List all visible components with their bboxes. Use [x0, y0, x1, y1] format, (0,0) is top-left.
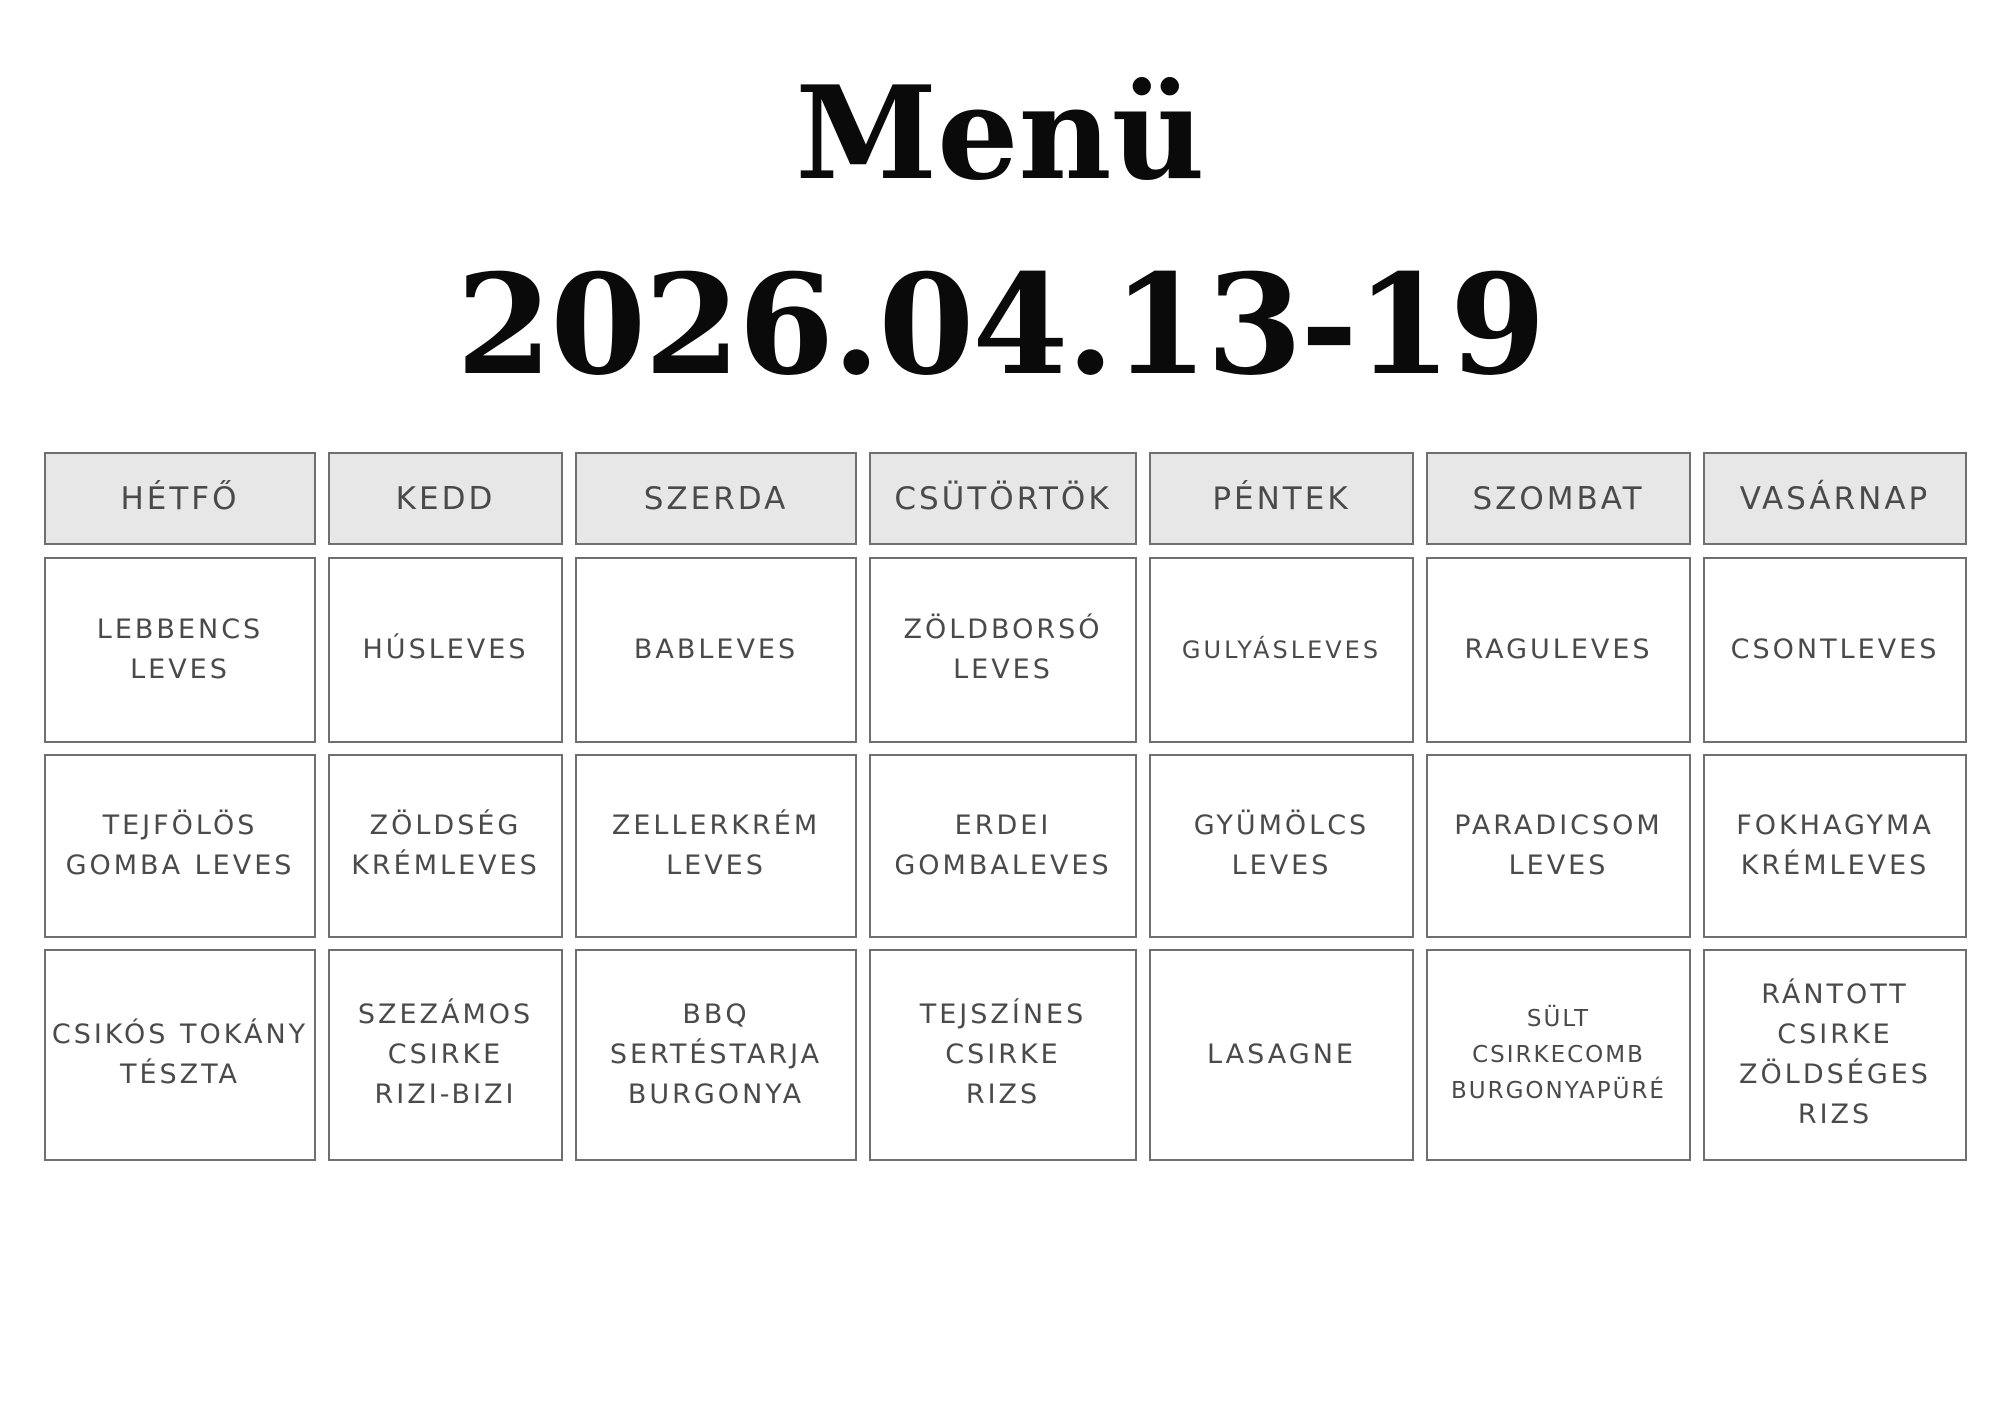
menu-cell: TEJSZÍNES CSIRKE RIZS [869, 949, 1137, 1161]
date-range: 2026.04.13-19 [456, 243, 1544, 406]
menu-cell: LASAGNE [1149, 949, 1414, 1161]
menu-cell: PARADICSOM LEVES [1426, 754, 1691, 938]
menu-cell: GYÜMÖLCS LEVES [1149, 754, 1414, 938]
menu-cell: HÚSLEVES [328, 557, 563, 743]
menu-cell: TEJFÖLÖS GOMBA LEVES [44, 754, 316, 938]
menu-cell: SZEZÁMOS CSIRKE RIZI-BIZI [328, 949, 563, 1161]
menu-cell: ZÖLDSÉG KRÉMLEVES [328, 754, 563, 938]
menu-cell: ERDEI GOMBALEVES [869, 754, 1137, 938]
menu-cell: ZÖLDBORSÓ LEVES [869, 557, 1137, 743]
day-header-hetfo: HÉTFŐ [44, 452, 316, 545]
menu-cell: RÁNTOTT CSIRKE ZÖLDSÉGES RIZS [1703, 949, 1967, 1161]
menu-cell: GULYÁSLEVES [1149, 557, 1414, 743]
day-header-csutortok: CSÜTÖRTÖK [869, 452, 1137, 545]
day-header-pentek: PÉNTEK [1149, 452, 1414, 545]
day-header-vasarnap: VASÁRNAP [1703, 452, 1967, 545]
menu-cell: SÜLT CSIRKECOMB BURGONYAPÜRÉ [1426, 949, 1691, 1161]
day-header-szombat: SZOMBAT [1426, 452, 1691, 545]
menu-cell: BABLEVES [575, 557, 857, 743]
day-header-kedd: KEDD [328, 452, 563, 545]
menu-cell: LEBBENCS LEVES [44, 557, 316, 743]
menu-cell: CSONTLEVES [1703, 557, 1967, 743]
menu-cell: CSIKÓS TOKÁNY TÉSZTA [44, 949, 316, 1161]
menu-cell: FOKHAGYMA KRÉMLEVES [1703, 754, 1967, 938]
menu-title: Menü [795, 59, 1205, 209]
menu-cell: ZELLERKRÉM LEVES [575, 754, 857, 938]
day-header-szerda: SZERDA [575, 452, 857, 545]
menu-cell: BBQ SERTÉSTARJA BURGONYA [575, 949, 857, 1161]
menu-cell: RAGULEVES [1426, 557, 1691, 743]
